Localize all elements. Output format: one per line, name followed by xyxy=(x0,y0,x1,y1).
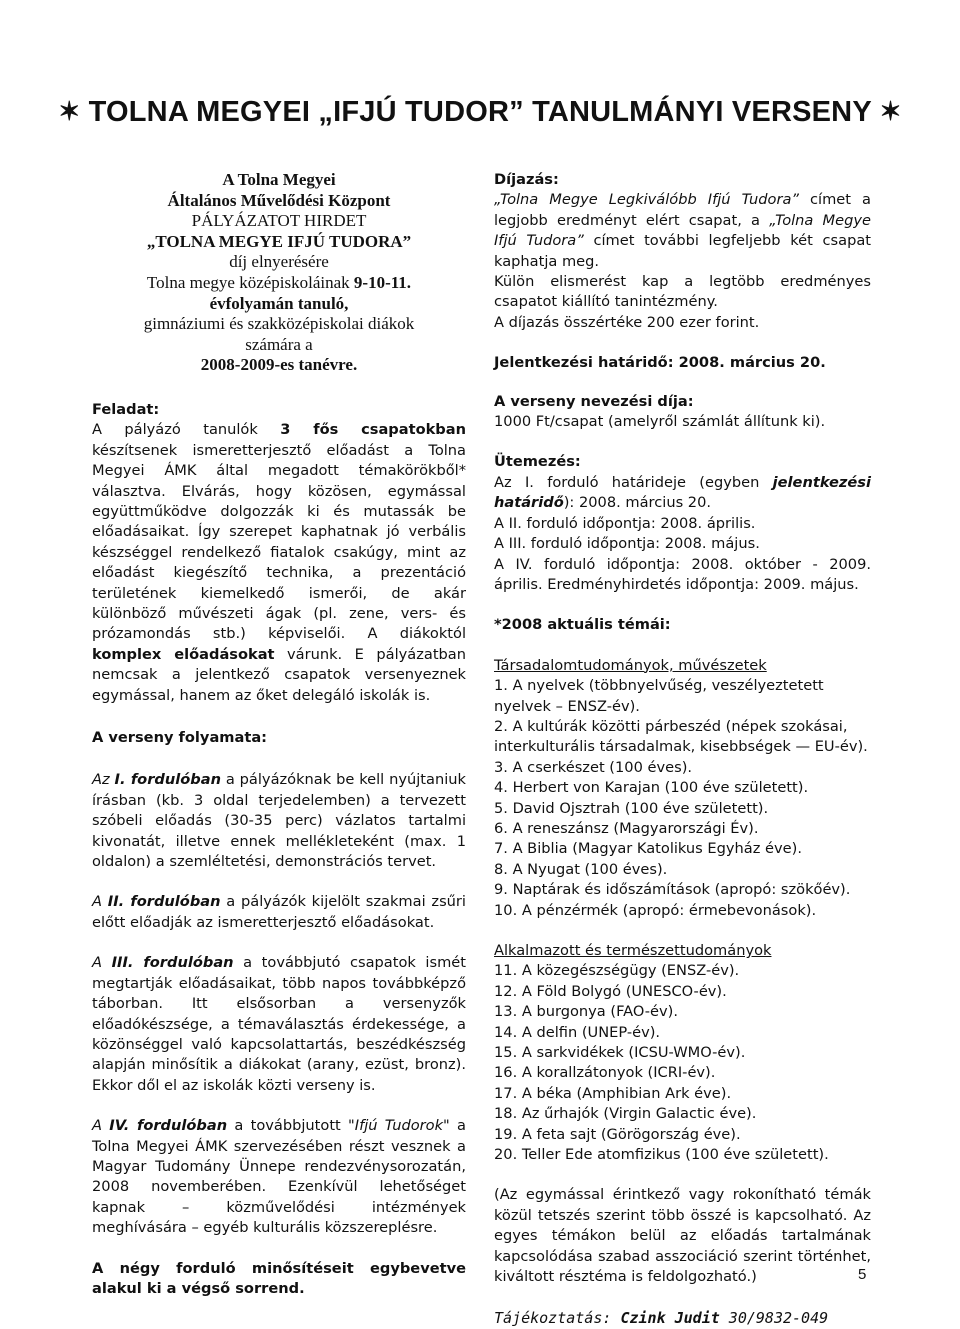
star-icon: ✶ xyxy=(879,96,902,126)
text: Az xyxy=(92,771,115,789)
award-title: „Tolna Megye Ifjú Tudora” xyxy=(494,211,871,250)
intro-line: A Tolna Megyei xyxy=(222,170,336,189)
text: ): 2008. március 20. xyxy=(563,494,712,512)
task-paragraph xyxy=(92,420,466,706)
schedule-item: A III. forduló időpontja: 2008. május. xyxy=(494,535,760,553)
text: A xyxy=(92,1117,110,1135)
topics-heading: *2008 aktuális témái: xyxy=(494,616,671,634)
contact-name: Czink Judit xyxy=(620,1308,720,1327)
topic-item: 20. Teller Ede atomfizikus (100 éve született). xyxy=(494,1146,829,1164)
final-note: A négy forduló minősítéseit egybevetve alakul ki a végső sorrend. xyxy=(92,1259,466,1297)
topics-list xyxy=(494,676,871,921)
topics-group-title: Társadalomtudományok, művészetek xyxy=(494,656,767,674)
intro-block xyxy=(92,170,466,376)
schedule-item xyxy=(494,473,871,514)
topic-item: 9. Naptárak és időszámítások (apropó: szökőév). xyxy=(494,881,851,899)
topic-item: 17. A béka (Amphibian Ark éve). xyxy=(494,1084,732,1102)
text-bold: komplex előadásokat xyxy=(92,645,275,663)
topic-item: 16. A korallzátonyok (ICRI-év). xyxy=(494,1064,716,1082)
topics-note: (Az egymással érintkező vagy rokonítható témák közül tetszés szerint több összé is kapcsolható. Az egyes témákon belül az előadás tartalmának kapcsolódása szabad asszociáció szerint történhet, kiváltott résztéma is feldolgozható.) xyxy=(494,1186,871,1286)
round-1 xyxy=(92,770,466,872)
topic-item: 3. A cserkészet (100 éves). xyxy=(494,758,693,776)
text: címet a legjobb eredményt elért csapat, a xyxy=(494,191,871,229)
topic-item: 15. A sarkvidékek (ICSU-WMO-év). xyxy=(494,1044,746,1062)
intro-line: gimnáziumi és szakközépiskolai diákok xyxy=(143,314,415,334)
text: A xyxy=(92,893,108,911)
award-title: „Tolna Megye Legkiválóbb Ifjú Tudora” xyxy=(494,191,799,209)
intro-text: Tolna megye középiskoláinak xyxy=(146,272,354,292)
text: címet további legfeljebb két csapat kaphatja meg. xyxy=(494,232,871,270)
contact xyxy=(494,1308,871,1329)
left-column xyxy=(92,170,466,1299)
topic-item: 2. A kultúrák közötti párbeszéd (népek szokásai, interkulturális társadalmak, kisebbségek — EU-év). xyxy=(494,717,868,756)
intro-grades: 9-10-11. xyxy=(353,272,412,292)
intro-line: Általános Művelődési Központ xyxy=(167,190,391,210)
topic-item: 14. A delfin (UNEP-év). xyxy=(494,1023,661,1041)
text-bold: 3 fős csapatokban xyxy=(280,421,466,439)
text: a pályázók kijelölt szakmai zsűri előtt előadják az ismeretterjesztő előadásokat. xyxy=(92,893,466,931)
topic-item: 12. A Föld Bolygó (UNESCO-év). xyxy=(494,982,727,1000)
text: a továbbjutó csapatok ismét megtartják előadásaikat, több napos továbbképző táborban. Itt elsősorban a versenyzők előadókészsége, a témaválasztás érdekessége, a közönséggel való kapcsolattartás, beszédkészség alapján minősítik a diákokat (arany, ezüst, bronz). Ekkor dől el az iskolák közti verseny is. xyxy=(92,954,466,1094)
text-bold: jelentkezési határidő xyxy=(494,473,871,512)
text: a Tolna Megyei ÁMK szervezésében részt vesznek a Magyar Tudomány Ünnepe rendezvénysorozatán, 2008 novemberében. Ezenkívül lehetőséget kapnak – közművelődési intézmények meghívására – egyéb kulturális közszereplésre. xyxy=(92,1117,466,1237)
intro-line: díj elnyerésére xyxy=(229,252,329,272)
intro-line: 2008-2009-es tanévre. xyxy=(200,355,358,375)
intro-line: „TOLNA MEGYE IFJÚ TUDORA” xyxy=(146,231,412,251)
topic-item: 10. A pénzérmék (apropó: érmebevonások). xyxy=(494,901,817,919)
text: a pályázóknak be kell nyújtaniuk írásban (kb. 3 oldal terjedelemben) a tervezett szóbeli előadás (30-35 perc) vázlatos tartalmi kivonatát, illetve ennek mellékleteként (max. 1 oldalon) a szemléltetési, demonstrációs tervet. xyxy=(92,771,466,871)
schedule-item: A IV. forduló időpontja: 2008. október - 2009. április. Eredményhirdetés időpontja: 2009. május. xyxy=(494,555,871,593)
awards-heading: Díjazás: xyxy=(494,171,559,188)
topic-item: 19. A feta sajt (Görögország éve). xyxy=(494,1125,741,1143)
text: A xyxy=(92,954,112,972)
intro-line: PÁLYÁZATOT HIRDET xyxy=(191,211,367,231)
topic-item: 8. A Nyugat (100 éves). xyxy=(494,860,668,878)
topic-item: 4. Herbert von Karajan (100 éve született). xyxy=(494,779,809,797)
topic-item: 7. A Biblia (Magyar Katolikus Egyház éve). xyxy=(494,840,802,858)
text: Az I. forduló határideje (egyben xyxy=(494,473,773,491)
contact-phone: 30/9832-049 xyxy=(719,1308,829,1327)
round-label: IV. fordulóban xyxy=(109,1117,228,1135)
task-heading: Feladat: xyxy=(92,400,160,418)
fee-text: 1000 Ft/csapat (amelyről számlát állítunk ki). xyxy=(494,413,826,431)
topics-group-title: Alkalmazott és természettudományok xyxy=(494,942,772,959)
topic-item: 6. A reneszánsz (Magyarországi Év). xyxy=(494,819,759,837)
right-column xyxy=(494,170,871,1329)
round-label: I. fordulóban xyxy=(114,771,221,789)
topic-item: 11. A közegészségügy (ENSZ-év). xyxy=(494,962,740,980)
awards-paragraph xyxy=(494,190,871,272)
awards-total: A díjazás összértéke 200 ezer forint. xyxy=(494,313,760,331)
topic-item: 5. David Ojsztrah (100 éve született). xyxy=(494,799,769,817)
round-label: III. fordulóban xyxy=(111,954,234,972)
schedule-item: A II. forduló időpontja: 2008. április. xyxy=(494,514,756,532)
text: a továbbjutott xyxy=(227,1117,349,1135)
page-number: 5 xyxy=(858,1266,867,1283)
schedule-heading: Ütemezés: xyxy=(494,453,581,471)
contact-label: Tájékoztatás: xyxy=(494,1308,621,1327)
topic-item: 1. A nyelvek (többnyelvűség, veszélyeztetett nyelvek – ENSZ-év). xyxy=(494,677,824,715)
fee-heading: A verseny nevezési díja: xyxy=(494,392,694,410)
topic-item: 13. A burgonya (FAO-év). xyxy=(494,1003,678,1021)
text: készítsenek ismeretterjesztő előadást a Tolna Megyei ÁMK által megadott témakörökből* választva. Elvárás, hogy közösen, egymással együttműködve dolgozzák ki és mutassák be előadásaikat. Így szerepet kaphatnak jó verbális készséggel rendelkező fiatalok csakúgy, mint az előadást kiegészítő technika, a prezentáció területének kiemelkedő ismerői, de akár különböző művészeti ágak (pl. zene, vers- és prózamondás stb.) képviselői. A diákoktól xyxy=(92,441,466,643)
awards-paragraph: Külön elismerést kap a legtöbb eredményes csapatot kiállító tanintézmény. xyxy=(494,273,871,311)
page-title xyxy=(0,96,960,129)
title-text: TOLNA MEGYEI „IFJÚ TUDOR” TANULMÁNYI VERSENY xyxy=(88,96,872,128)
intro-line: számára a xyxy=(245,334,313,354)
process-heading: A verseny folyamata: xyxy=(92,729,268,747)
star-icon: ✶ xyxy=(58,96,81,126)
text: A pályázó tanulók xyxy=(92,421,281,439)
round-2 xyxy=(92,892,466,933)
round-4 xyxy=(92,1116,466,1238)
deadline: Jelentkezési határidő: 2008. március 20. xyxy=(494,354,826,372)
intro-line xyxy=(92,273,466,294)
quote: "Ifjú Tudorok" xyxy=(348,1117,450,1135)
text: várunk. E pályázatban nemcsak a jelentkező csapatok versenyeznek egymással, hanem az őket delegáló iskolák is. xyxy=(92,645,466,704)
topics-list xyxy=(494,961,871,1165)
round-3 xyxy=(92,953,466,1096)
topic-item: 18. Az űrhajók (Virgin Galactic éve). xyxy=(494,1105,757,1123)
round-label: II. fordulóban xyxy=(107,893,221,911)
intro-line: évfolyamán tanuló, xyxy=(209,293,349,313)
